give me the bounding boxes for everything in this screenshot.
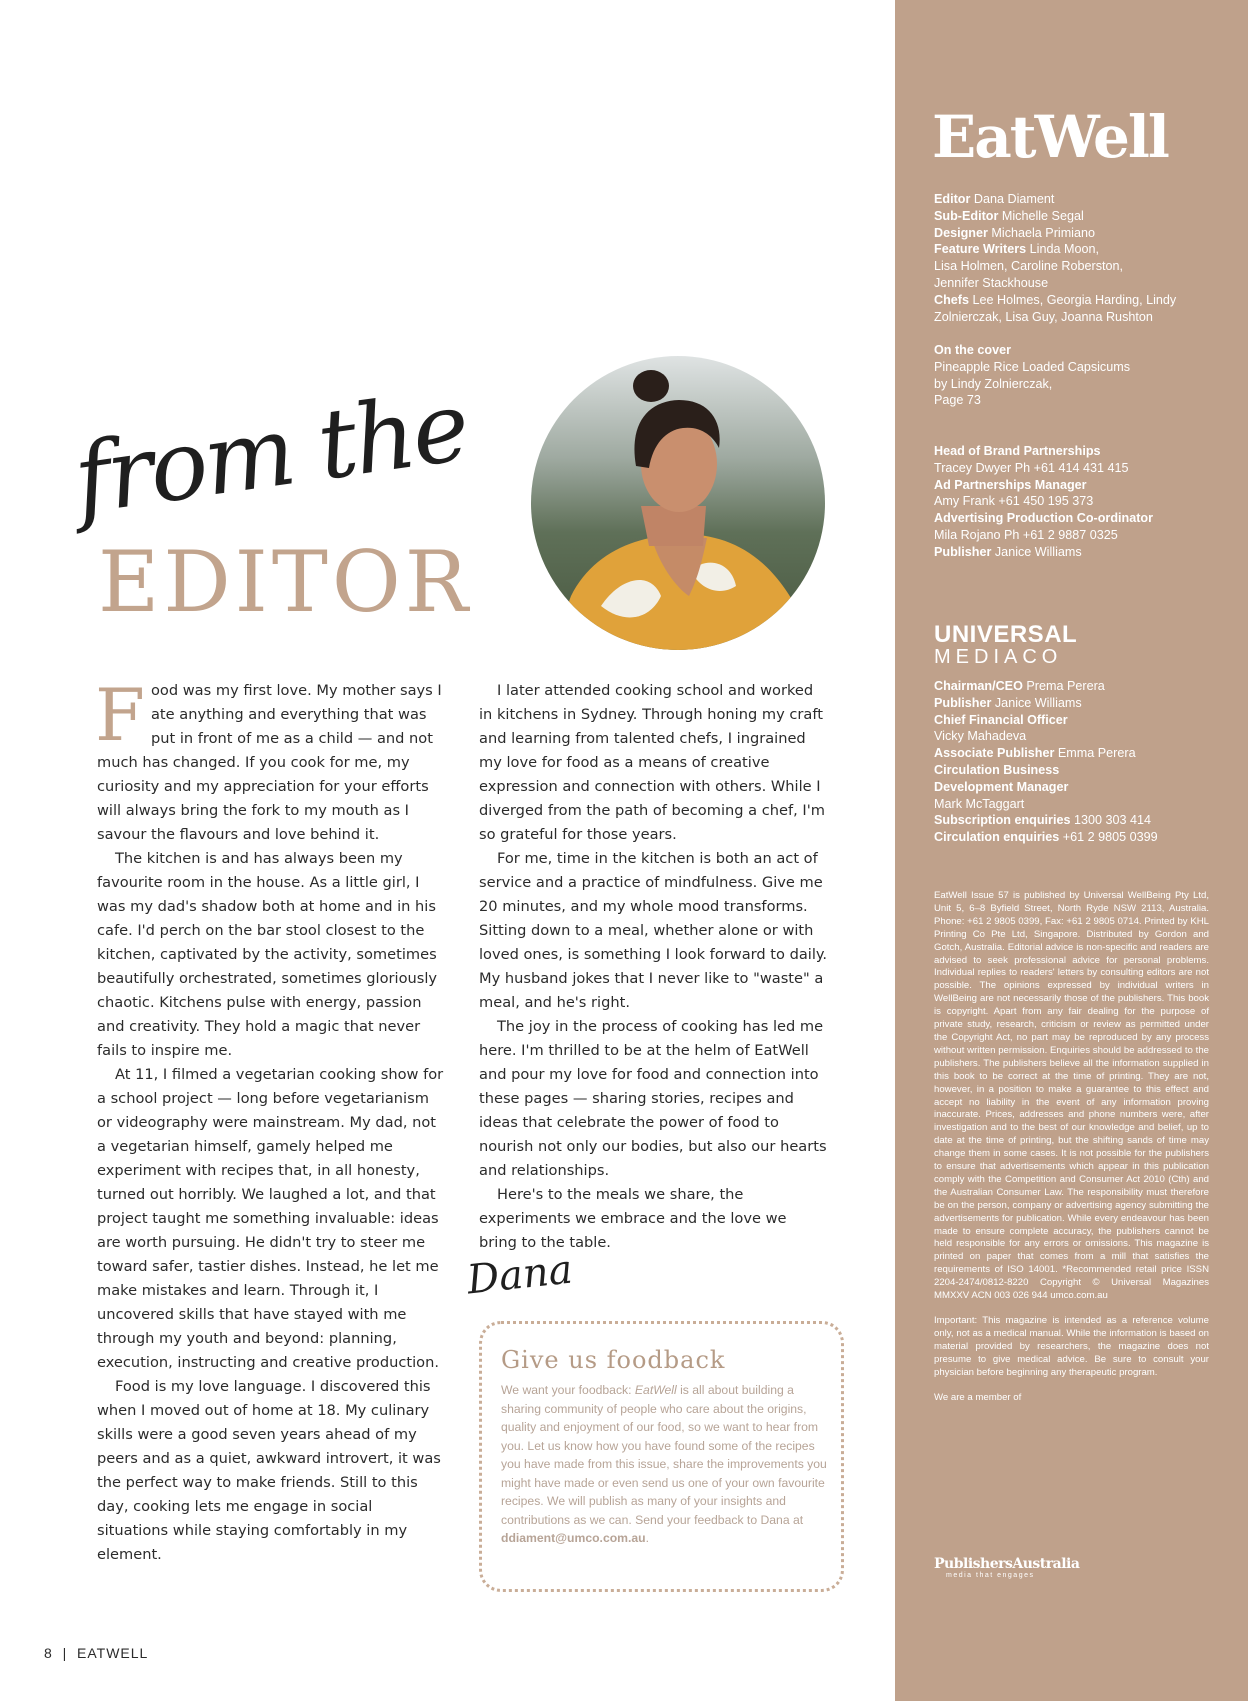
management-list	[934, 678, 1158, 846]
partnership-role: Head of Brand Partnerships	[934, 444, 1101, 458]
management-line: Circulation Business	[934, 762, 1060, 777]
partnerships-list	[934, 443, 1153, 561]
feedback-title: Give us foodback	[501, 1346, 726, 1374]
credit-line: Editor Dana Diament	[934, 192, 1055, 206]
partnership-contact: Mila Rojano Ph +61 2 9887 0325	[934, 527, 1118, 542]
feedback-text: We want your foodback: EatWell is all about building a sharing community of people who care about the origins, quality and enjoyment of our food, so we want to hear from you. Let us know how you have found some of the recipes you have made from this issue, share the improvements you might have made or even send us one of your own favourite recipes. We will publish as many of your insights and contributions as we can. Send your feedback to Dana at ddiament@umco.com.au.	[501, 1383, 827, 1545]
drop-cap: F	[95, 673, 145, 757]
article-column-2	[479, 679, 828, 1255]
legal-text: EatWell Issue 57 is published by Universal WellBeing Pty Ltd, Unit 5, 6–8 Byfield Street, North Ryde NSW 2113, Australia. Phone: +61 2 9805 0399, Fax: +61 2 9805 0714. Printed by KHL Printing Co Pte Ltd, Singapore. Distributed by Gordon and Gotch, Australia. Editorial advice is non-specific and readers are advised to seek professional advice for personal problems. Individual replies to readers' letters by consulting editors are not possible. The opinions expressed by individual writers in WellBeing are not necessarily those of the publishers. This book is copyright. Apart from any fair dealing for the purpose of private study, research, criticism or review as permitted under the Copyright Act, no part may be reproduced by any process without written permission. Enquiries should be addressed to the publishers. The publishers believe all the information supplied in this book to be correct at the time of printing. They are not, however, in a position to make a guarantee to this effect and accept no liability in the event of any information proving inaccurate. Prices, addresses and phone numbers were, after investigation and to the best of our knowledge and belief, up to date at the time of printing, but the shifting sands of time may change them in some cases. It is not possible for the publishers to ensure that advertisements which appear in this publication comply with the Competition and Consumer Act 2010 (Cth) and the Australian Consumer Law. The responsibility must therefore be on the person, company or advertising agency submitting the advertisements for publication. While every endeavour has been made to ensure complete accuracy, the publishers cannot be held responsible for any errors or omissions. This magazine is printed on paper that comes from a mill that satisfies the requirements of ISO 14001. *Recommended retail price ISSN 2204-2474/0812-8220 Copyright © Universal Magazines MMXXV ACN 003 026 944 umco.com.au	[934, 890, 1209, 1302]
credit-line: Feature Writers Linda Moon,	[934, 242, 1099, 257]
management-line: Vicky Mahadeva	[934, 729, 1027, 744]
masthead-sidebar	[895, 0, 1248, 1701]
paragraph-3: At 11, I filmed a vegetarian cooking show for a school project — long before vegetarianism or videography were mainstream. My dad, not a vegetarian himself, gamely helped me experiment with recipes that, in all honesty, turned out horribly. We laughed a lot, and that project taught me something invaluable: ideas are worth pursuing. He didn't try to steer me toward safer, tastier dishes. Instead, he let me make mistakes and learn. Through it, I uncovered skills that have stayed with me through my youth and beyond: planning, execution, instructing and creative production.	[97, 1066, 444, 1371]
credit-line: Lisa Holmen, Caroline Roberston,	[934, 259, 1123, 274]
partnership-contact: Tracey Dwyer Ph +61 414 431 415	[934, 460, 1129, 475]
management-line: Development Manager	[934, 779, 1069, 794]
member-logo: PublishersAustralia	[934, 1556, 1080, 1572]
cover-line: by Lindy Zolnierczak,	[934, 376, 1053, 391]
legal-notice	[934, 890, 1209, 1416]
paragraph-8: Here's to the meals we share, the experiments we embrace and the love we bring to the table.	[479, 1186, 787, 1251]
partnership-role: Advertising Production Co-ordinator	[934, 511, 1153, 526]
paragraph-1: Food was my first love. My mother says I ate anything and everything that was put in front of me as a child — and not much has changed. If you cook for me, my curiosity and my appreciation for your efforts will always bring the fork to my mouth as I savour the flavours and love behind it.	[95, 673, 442, 843]
publishers-australia-logo	[934, 1556, 1079, 1579]
article-column-1	[95, 673, 447, 1567]
management-line: Associate Publisher Emma Perera	[934, 746, 1136, 761]
brand-logo: EatWell	[932, 103, 1168, 171]
cover-credit	[934, 342, 1130, 409]
partnership-contact: Amy Frank +61 450 195 373	[934, 494, 1094, 509]
member-tagline: media that engages	[946, 1572, 1035, 1579]
credit-line: Designer Michaela Primiano	[934, 225, 1095, 240]
publisher-logo-line2: MEDIACO	[934, 646, 1063, 668]
heading-main: EDITOR	[98, 533, 472, 631]
paragraph-5: I later attended cooking school and worked in kitchens in Sydney. Through honing my craft and learning from talented chefs, I ingrained my love for food as a means of creative expression and connection with others. While I diverged from the path of becoming a chef, I'm so grateful for those years.	[479, 682, 825, 843]
cover-heading: On the cover	[934, 343, 1011, 357]
publisher-logo	[934, 623, 1077, 667]
credit-line: Chefs Lee Holmes, Georgia Harding, Lindy	[934, 292, 1177, 307]
credit-line: Jennifer Stackhouse	[934, 275, 1049, 290]
member-label: We are a member of	[934, 1391, 1022, 1403]
publisher-logo-line1: UNIVERSAL	[934, 621, 1078, 648]
footer-separator: |	[62, 1645, 68, 1661]
management-line: Circulation enquiries +61 2 9805 0399	[934, 830, 1158, 845]
editor-signature: Dana	[464, 1246, 575, 1304]
management-line: Mark McTaggart	[934, 796, 1025, 811]
paragraph-7: The joy in the process of cooking has led me here. I'm thrilled to be at the helm of EatWell and pour my love for food and connection into these pages — sharing stories, recipes and ideas that celebrate the power of food to nourish not only our bodies, but also our hearts and relationships.	[479, 1018, 827, 1179]
paragraph-4: Food is my love language. I discovered this when I moved out of home at 18. My culinary skills were a good seven years ahead of my peers and as a quiet, awkward introvert, it was the perfect way to make friends. Still to this day, cooking lets me engage in social situations while staying comfortably in my element.	[97, 1378, 441, 1563]
management-line: Chairman/CEO Prema Perera	[934, 679, 1105, 693]
cover-line: Page 73	[934, 393, 981, 408]
footer-label: EATWELL	[77, 1645, 149, 1661]
management-line: Chief Financial Officer	[934, 712, 1068, 727]
partnership-contact: Publisher Janice Williams	[934, 544, 1082, 559]
important-notice: Important: This magazine is intended as a reference volume only, not as a medical manual. While the information is based on material provided by researchers, the magazine does not presume to give medical advice. Be sure to consult your physician before beginning any therapeutic program.	[934, 1315, 1209, 1378]
page-footer	[44, 1645, 148, 1661]
credits-list	[934, 191, 1176, 325]
management-line: Publisher Janice Williams	[934, 695, 1082, 710]
feedback-email-link[interactable]: ddiament@umco.com.au	[501, 1531, 646, 1545]
credit-line: Sub-Editor Michelle Segal	[934, 208, 1084, 223]
feedback-box	[479, 1321, 844, 1592]
paragraph-6: For me, time in the kitchen is both an act of service and a practice of mindfulness. Give me 20 minutes, and my whole mood transforms. Sitting down to a meal, whether alone or with loved ones, is something I look forward to daily. My husband jokes that I never like to "waste" a meal, and he's right.	[479, 850, 828, 1011]
paragraph-2: The kitchen is and has always been my favourite room in the house. As a little girl, I was my dad's shadow both at home and in his cafe. I'd perch on the bar stool closest to the kitchen, captivated by the activity, sometimes beautifully orchestrated, sometimes gloriously chaotic. Kitchens pulse with energy, passion and creativity. They hold a magic that never fails to inspire me.	[97, 850, 438, 1059]
credit-line: Zolnierczak, Lisa Guy, Joanna Rushton	[934, 309, 1153, 324]
partnership-role: Ad Partnerships Manager	[934, 477, 1087, 492]
cover-line: Pineapple Rice Loaded Capsicums	[934, 359, 1131, 374]
heading-script: from the	[67, 370, 474, 536]
editor-photo	[531, 356, 825, 650]
management-line: Subscription enquiries 1300 303 414	[934, 813, 1151, 828]
page-number: 8	[44, 1645, 53, 1661]
